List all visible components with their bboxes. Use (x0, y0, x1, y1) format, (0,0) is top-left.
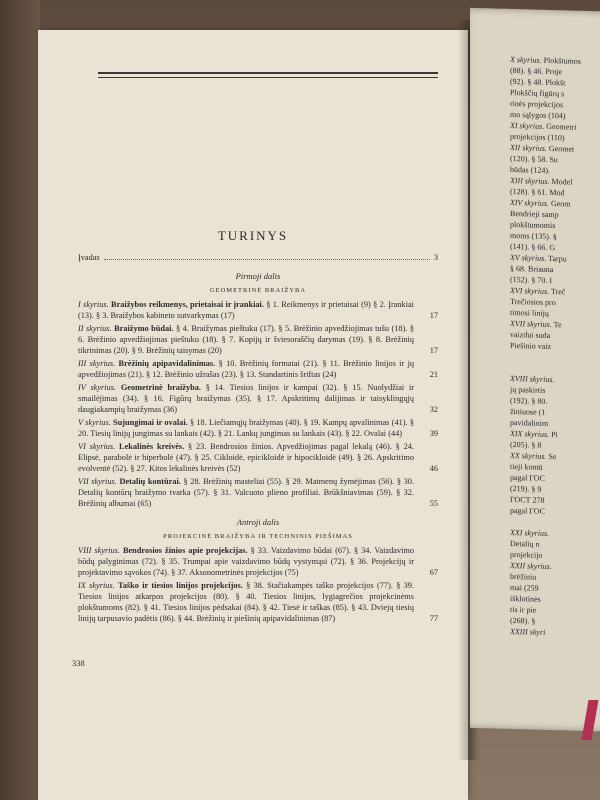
toc-entry-text (78, 545, 420, 578)
right-page-chapter-number: XVIII skyrius. (510, 373, 555, 385)
right-page-line-text: Plokštumos (541, 55, 581, 66)
right-page-line-text: Plokščių figūrų s (510, 87, 565, 99)
part-title: Pirmoji dalis (235, 271, 281, 281)
toc-entry-text (78, 382, 420, 415)
right-page-line-text: § 68. Briauna (510, 263, 554, 275)
right-page-line-text: Treč (549, 286, 566, 297)
intro-page: 3 (433, 253, 438, 262)
toc-entry (78, 417, 438, 439)
chapter-title: Taško ir tiesios linijos projekcijos. (118, 581, 243, 590)
right-page-line-text: (219). § 9 (510, 483, 542, 494)
chapter-page: 17 (429, 311, 438, 320)
part-title: Antroji dalis (236, 517, 280, 527)
toc-parts (78, 271, 438, 624)
right-page-line-text: plokštumomis (510, 219, 556, 231)
right-page-chapter-number: XV skyrius. (510, 252, 547, 263)
right-page-line-text: Geomet (546, 143, 575, 154)
chapter-sections: § 1. Reikmenys ir prietaisai (9) § 2. Įrankiai (13). § 3. Braižybos kabineto sutvarkymas (17) (78, 300, 414, 320)
toc-entry (78, 358, 438, 380)
right-page-line-text: (152). § 70. I (510, 274, 552, 286)
right-page-line-text: Geometri (544, 121, 577, 132)
right-page-line-text: rinės projekcijos (510, 98, 564, 110)
right-page (470, 8, 600, 732)
right-page-line (510, 505, 581, 518)
right-page-chapter-number: XIV skyrius. (510, 197, 549, 208)
chapter-title: Detalių kontūrai. (119, 477, 181, 486)
page-number: 338 (72, 658, 85, 668)
right-page-line-text: (141). § 66. G (510, 241, 556, 253)
toc-entry (78, 476, 438, 509)
toc-entry (78, 441, 438, 474)
chapter-page: 77 (429, 614, 438, 623)
right-page-chapter-number: XXIII skyri (510, 626, 546, 637)
chapter-number: V skyrius. (78, 418, 111, 427)
right-page-line-text: (88). § 46. Proje (510, 65, 563, 77)
toc-entry (78, 382, 438, 415)
right-page-line-text: (128). § 61. Mod (510, 186, 565, 198)
right-page-line-text: (192). § 80. (510, 395, 548, 406)
chapter-sections: § 4. Braižymas pieštuku (17). § 5. Brėžinio apvedžiojimas tušu (18). § 6. Brėžinio apvedžiojimas pieštuku (18). § 7. Kopijų ir šviesoraščių darymas (19). § 8. Brėžinių tikrinimas (20). § 9. Brėžinių taisymas (20) (78, 324, 415, 355)
toc-title: TURINYS (217, 228, 289, 243)
chapter-page: 32 (429, 405, 438, 414)
chapter-sections: § 14. Tiesios linijos ir kampai (32). § 15. Nuolydžiai ir smailėjimas (34). § 16. Figūrų braižymas (35). § 17. Apskritimų dalijimas ir taisyklingųjų daugiakampių braižymas (36) (78, 383, 415, 414)
chapter-sections: § 18. Liečiamųjų braižymas (40). § 19. Kampų apvalinimas (41). § 20. Tiesių linijų jungimas su lankais (42). § 21. Lankų jungimas su lankais (43). § 22. Ovalai (44) (78, 418, 414, 438)
toc-entry (78, 299, 438, 321)
chapter-title: Bendrosios žinios apie projekcijas. (122, 546, 248, 555)
chapter-sections: § 23. Bendrosios žinios. Apvedžiojimas pagal lekalą (46). § 24. Elipsė, parabolė ir hiperbolė (47). § 25. Cikloidė, epicikloidė ir hipocikloidė (49). § 26. Apskritimo evolventė (52). § 27. Kitos lekalinės kreivės (52) (78, 442, 414, 473)
toc-entry (78, 545, 438, 578)
chapter-title: Lekalinės kreivės. (119, 442, 185, 451)
right-page-chapter-number: XVII skyrius. (510, 318, 552, 330)
right-page-chapter-number: XXI skyrius. (510, 527, 550, 538)
right-page-line-text: mo sąlygos (104) (510, 109, 566, 121)
right-page-line-text: (92). § 48. Plokšt (510, 76, 566, 88)
right-page-line-text: (120). § 58. Su (510, 153, 558, 165)
right-page-line-text: projekcijos (110) (510, 131, 565, 143)
right-page-line-text: vaizdui suda (510, 329, 551, 341)
chapter-number: IV skyrius. (78, 383, 117, 392)
chapter-number: IX skyrius. (78, 581, 115, 590)
chapter-sections: § 28. Brėžinių masteliai (55). § 29. Matmenų žymėjimas (56). § 30. Detalių kontūrų braižymo tvarka (57). § 31. Valcuoto plieno profiliai. Brūkšniavimas (59). § 32. Brėžinių albumai (65) (78, 477, 415, 508)
right-page-line (510, 340, 581, 353)
right-page-line-text: (268). § (510, 615, 536, 626)
right-page-line-text: Bendrieji samp (510, 208, 559, 220)
right-page-line-text: išklotinės (510, 593, 541, 604)
right-page-line-text: Tarpu (546, 253, 567, 264)
toc-intro-row (78, 252, 438, 263)
right-page-line-text: žiniuose (1 (510, 406, 546, 417)
chapter-page: 17 (429, 346, 438, 355)
toc-entry-text (78, 580, 420, 624)
chapter-sections: § 10. Brėžinių formatai (21). § 11. Brėžinio linijos ir jų apvedžiojimas (21). § 12. Brėžinio užrašas (23). § 13. Standartinis šriftas (24) (78, 359, 415, 379)
right-page-line-text: jų paskirtis (510, 384, 546, 395)
right-page-line-text: pagal ГОС (510, 472, 545, 483)
right-page-chapter-number: X skyrius. (510, 54, 542, 65)
toc-entry-text (78, 417, 420, 439)
chapter-title: Braižybos reikmenys, prietaisai ir įrankiai. (111, 300, 264, 309)
right-page-chapter-number: XIII skyrius. (510, 175, 550, 186)
intro-label: Įvadas (78, 253, 100, 262)
chapter-number: III skyrius. (78, 359, 116, 368)
chapter-title: Brėžinių apipavidalinimas. (118, 359, 216, 368)
chapter-sections: § 33. Vaizdavimo būdai (67). § 34. Vaizdavimo būdų palyginimas (72). § 35. Trumpai apie vaizdavimo būdų vystymąsi (72). § 36. Projekcijų ir projektavimo sąvokos (74). § 37. Aksonometrinės projekcijos (75) (78, 546, 415, 577)
right-page-line-text: tieji kontū (510, 461, 543, 472)
table-of-contents (78, 252, 438, 626)
chapter-number: VII skyrius. (78, 477, 117, 486)
section-heading: GEOMETRINĖ BRAIŽYBA (209, 287, 307, 294)
right-page-text (510, 54, 581, 639)
chapter-number: I skyrius. (78, 300, 109, 309)
right-page-line-text: moms (135). § (510, 230, 557, 242)
right-page-line-text: pavidalinim (510, 417, 549, 428)
right-page-line-text: pagal ГОС (510, 505, 545, 516)
right-page-line-text: brėžiniu (510, 571, 537, 582)
right-page-line-text: Geom (548, 198, 571, 209)
chapter-number: II skyrius. (78, 324, 112, 333)
right-page-line-text: Te (551, 320, 562, 330)
toc-entry (78, 580, 438, 624)
right-page-line (510, 626, 581, 639)
toc-entry-text (78, 358, 420, 380)
toc-entry (78, 323, 438, 356)
chapter-title: Sujungimai ir ovalai. (113, 418, 188, 427)
chapter-page: 21 (429, 370, 438, 379)
right-page-chapter-number: XVI skyrius. (510, 285, 550, 296)
chapter-number: VI skyrius. (78, 442, 116, 451)
chapter-title: Braižymo būdai. (114, 324, 174, 333)
leader-dots (104, 253, 430, 260)
right-page-chapter-number: XX skyrius. (510, 450, 547, 461)
right-page-line-text: tis ir pie (510, 604, 537, 615)
right-page-line-text: Piešinio vaiz (510, 340, 552, 352)
chapter-sections: § 38. Stačiakampės taško projekcijos (77). § 39. Tiesios linijos atkarpos projekcijos (80). § 40. Tiesios linijos, lygiagrečios projekcinėms plokštumoms (82). § 41. Tiesios linijos pėdsakai (84). § 42. Tiesė ir taškas (85). § 43. Dviejų tiesių linijų tarpusavio padėtis (86). § 44. Brėžinių ir piešinių apipavidalinimas (87) (78, 581, 415, 623)
toc-entry-text (78, 476, 420, 509)
right-page-line-text: projekcijo (510, 549, 543, 560)
chapter-title: Geometrinė braižyba. (120, 383, 201, 392)
right-page-line-text: timosi linijų (510, 307, 549, 318)
toc-entry-text (78, 441, 420, 474)
chapter-page: 39 (429, 429, 438, 438)
toc-entry-text (78, 323, 420, 356)
right-page-line-text: Pi (549, 429, 558, 440)
chapter-page: 67 (429, 568, 438, 577)
header-rule (98, 72, 438, 78)
right-page-line-text: Trečiosios pro (510, 296, 556, 308)
toc-entry-text (78, 299, 420, 321)
right-page-chapter-number: XIX skyrius. (510, 428, 550, 439)
right-page-line-text: mai (259 (510, 582, 539, 593)
right-page-chapter-number: XII skyrius. (510, 142, 547, 153)
left-page (38, 30, 468, 800)
right-page-chapter-number: XI skyrius. (510, 120, 545, 131)
right-page-line-text: Detalių n (510, 538, 540, 549)
chapter-page: 55 (429, 499, 438, 508)
right-page-line-text: ГОСТ 278 (510, 494, 545, 505)
right-page-line-text: (205). § 8 (510, 439, 542, 450)
chapter-page: 46 (429, 464, 438, 473)
right-page-line-text: Model (549, 176, 573, 187)
right-page-chapter-number: XXII skyrius. (510, 560, 552, 572)
chapter-number: VIII skyrius. (78, 546, 120, 555)
right-page-line-text: Se (546, 451, 557, 462)
right-page-line-text: būdas (124). (510, 164, 550, 175)
table-edge (0, 0, 40, 800)
section-heading: PROJEKCINĖ BRAIŽYBA IR TECHNINIS PIEŠIMAS (163, 533, 353, 540)
